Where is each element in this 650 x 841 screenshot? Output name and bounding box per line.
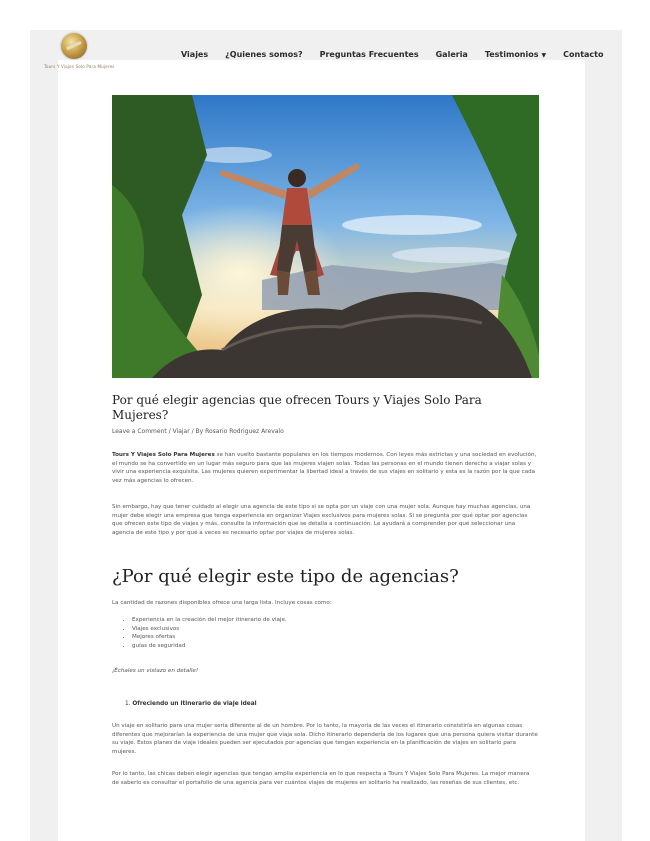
fifth-paragraph: Por lo tanto, las chicas deben elegir agencias que tengan amplia experiencia en lo que respecta a Tours Y Viajes Solo Para Mujeres. La mejor manera de saberlo es consultar el portafolio de una agencia para ver cuántos viajes de mujeres en solitario ha realizado, las reseñas de sus clientes, etc. (112, 771, 530, 786)
nav-item-testimonios-label: Testimonios (484, 49, 539, 59)
globe-logo-icon (61, 33, 87, 59)
italic-note: ¡Échales un vistazo en detalle! (112, 668, 199, 674)
nav-item-contacto[interactable]: Contacto (563, 49, 604, 59)
list-item: • Experiencia en la creación del mejor itinerario de viaje. (132, 616, 287, 625)
logo-wordmark: Tours Y Viajes Solo Para Mujeres (44, 64, 115, 69)
main-navigation (181, 48, 604, 60)
list-item: • Mejores ofertas (132, 633, 287, 642)
chevron-down-icon: ▼ (541, 51, 547, 59)
second-paragraph: Sin embargo, hay que tener cuidado al elegir una agencia de este tipo si se opta por un viaje con una mujer sola. Aunque hay muchas agencias, una mujer debe elegir una empresa que tenga experiencia en organizar Viajes exclusivos para mujeres solas. Si se pregunta por qué optar por agencias que ofrecen este tipo de viajes y más, consulte la información que se detalla a continuación. Le ayudará a comprender por qué seleccionar una agencia de este tipo y por qué a veces es necesario optar por viajes de mujeres solas. (112, 504, 531, 536)
intro-paragraph (112, 451, 538, 485)
numbered-subheading (125, 701, 257, 707)
post-title: Por qué elegir agencias que ofrecen Tours y Viajes Solo Para Mujeres? (112, 393, 482, 422)
site-logo[interactable] (44, 33, 115, 79)
section-heading: ¿Por qué elegir este tipo de agencias? (112, 566, 459, 587)
list-number: 1. (125, 701, 131, 707)
third-paragraph: La cantidad de razones disponibles ofrece una larga lista. Incluye cosas como: (112, 600, 332, 606)
nav-item-viajes[interactable]: Viajes (181, 49, 209, 59)
nav-item-testimonios[interactable] (485, 50, 546, 59)
numbered-subheading-label: Ofreciendo un itinerario de viaje ideal (132, 701, 257, 707)
list-item: • Viajes exclusivos (132, 625, 287, 634)
nav-item-quienes-somos[interactable]: ¿Quienes somos? (225, 49, 303, 59)
nav-item-galeria[interactable]: Galeria (435, 49, 468, 59)
nav-item-preguntas-frecuentes[interactable]: Preguntas Frecuentes (319, 49, 419, 59)
list-item: • guías de seguridad (132, 642, 287, 651)
intro-bold-text: Tours Y Viajes Solo Para Mujeres (112, 452, 215, 458)
intro-text: se han vuelto bastante populares en los tiempos modernos. Con leyes más estrictas y una sociedad en evolución, el mundo se ha convertido en un lugar más seguro para que las mujeres viajen solas. Todas las personas en el mundo tienen derecho a viajar solas y vivir una experiencia exquisita. Las mujeres quieren experimentar la libertad ideal a través de sus viajes en solitario y esta es la razón por la que cada vez más agencias lo ofrecen. (112, 452, 537, 484)
post-meta: Leave a Comment / Viajar / By Rosario Rodriguez Arevalo (112, 428, 284, 435)
hero-image (112, 95, 539, 378)
reasons-list (122, 616, 287, 650)
fourth-paragraph: Un viaje en solitario para una mujer sería diferente al de un hombre. Por lo tanto, la mayoría de las veces el itinerario consistiría en algunas cosas diferentes que mejorarían la experiencia de una mujer que viaja sola. Dicho itinerario dependería de los lugares que una persona quiera visitar durante su viaje. Estos planes de viaje ideales pueden ser ejecutados por agencias que tengan experiencia en la planificación de viajes en solitario para mujeres. (112, 723, 538, 755)
